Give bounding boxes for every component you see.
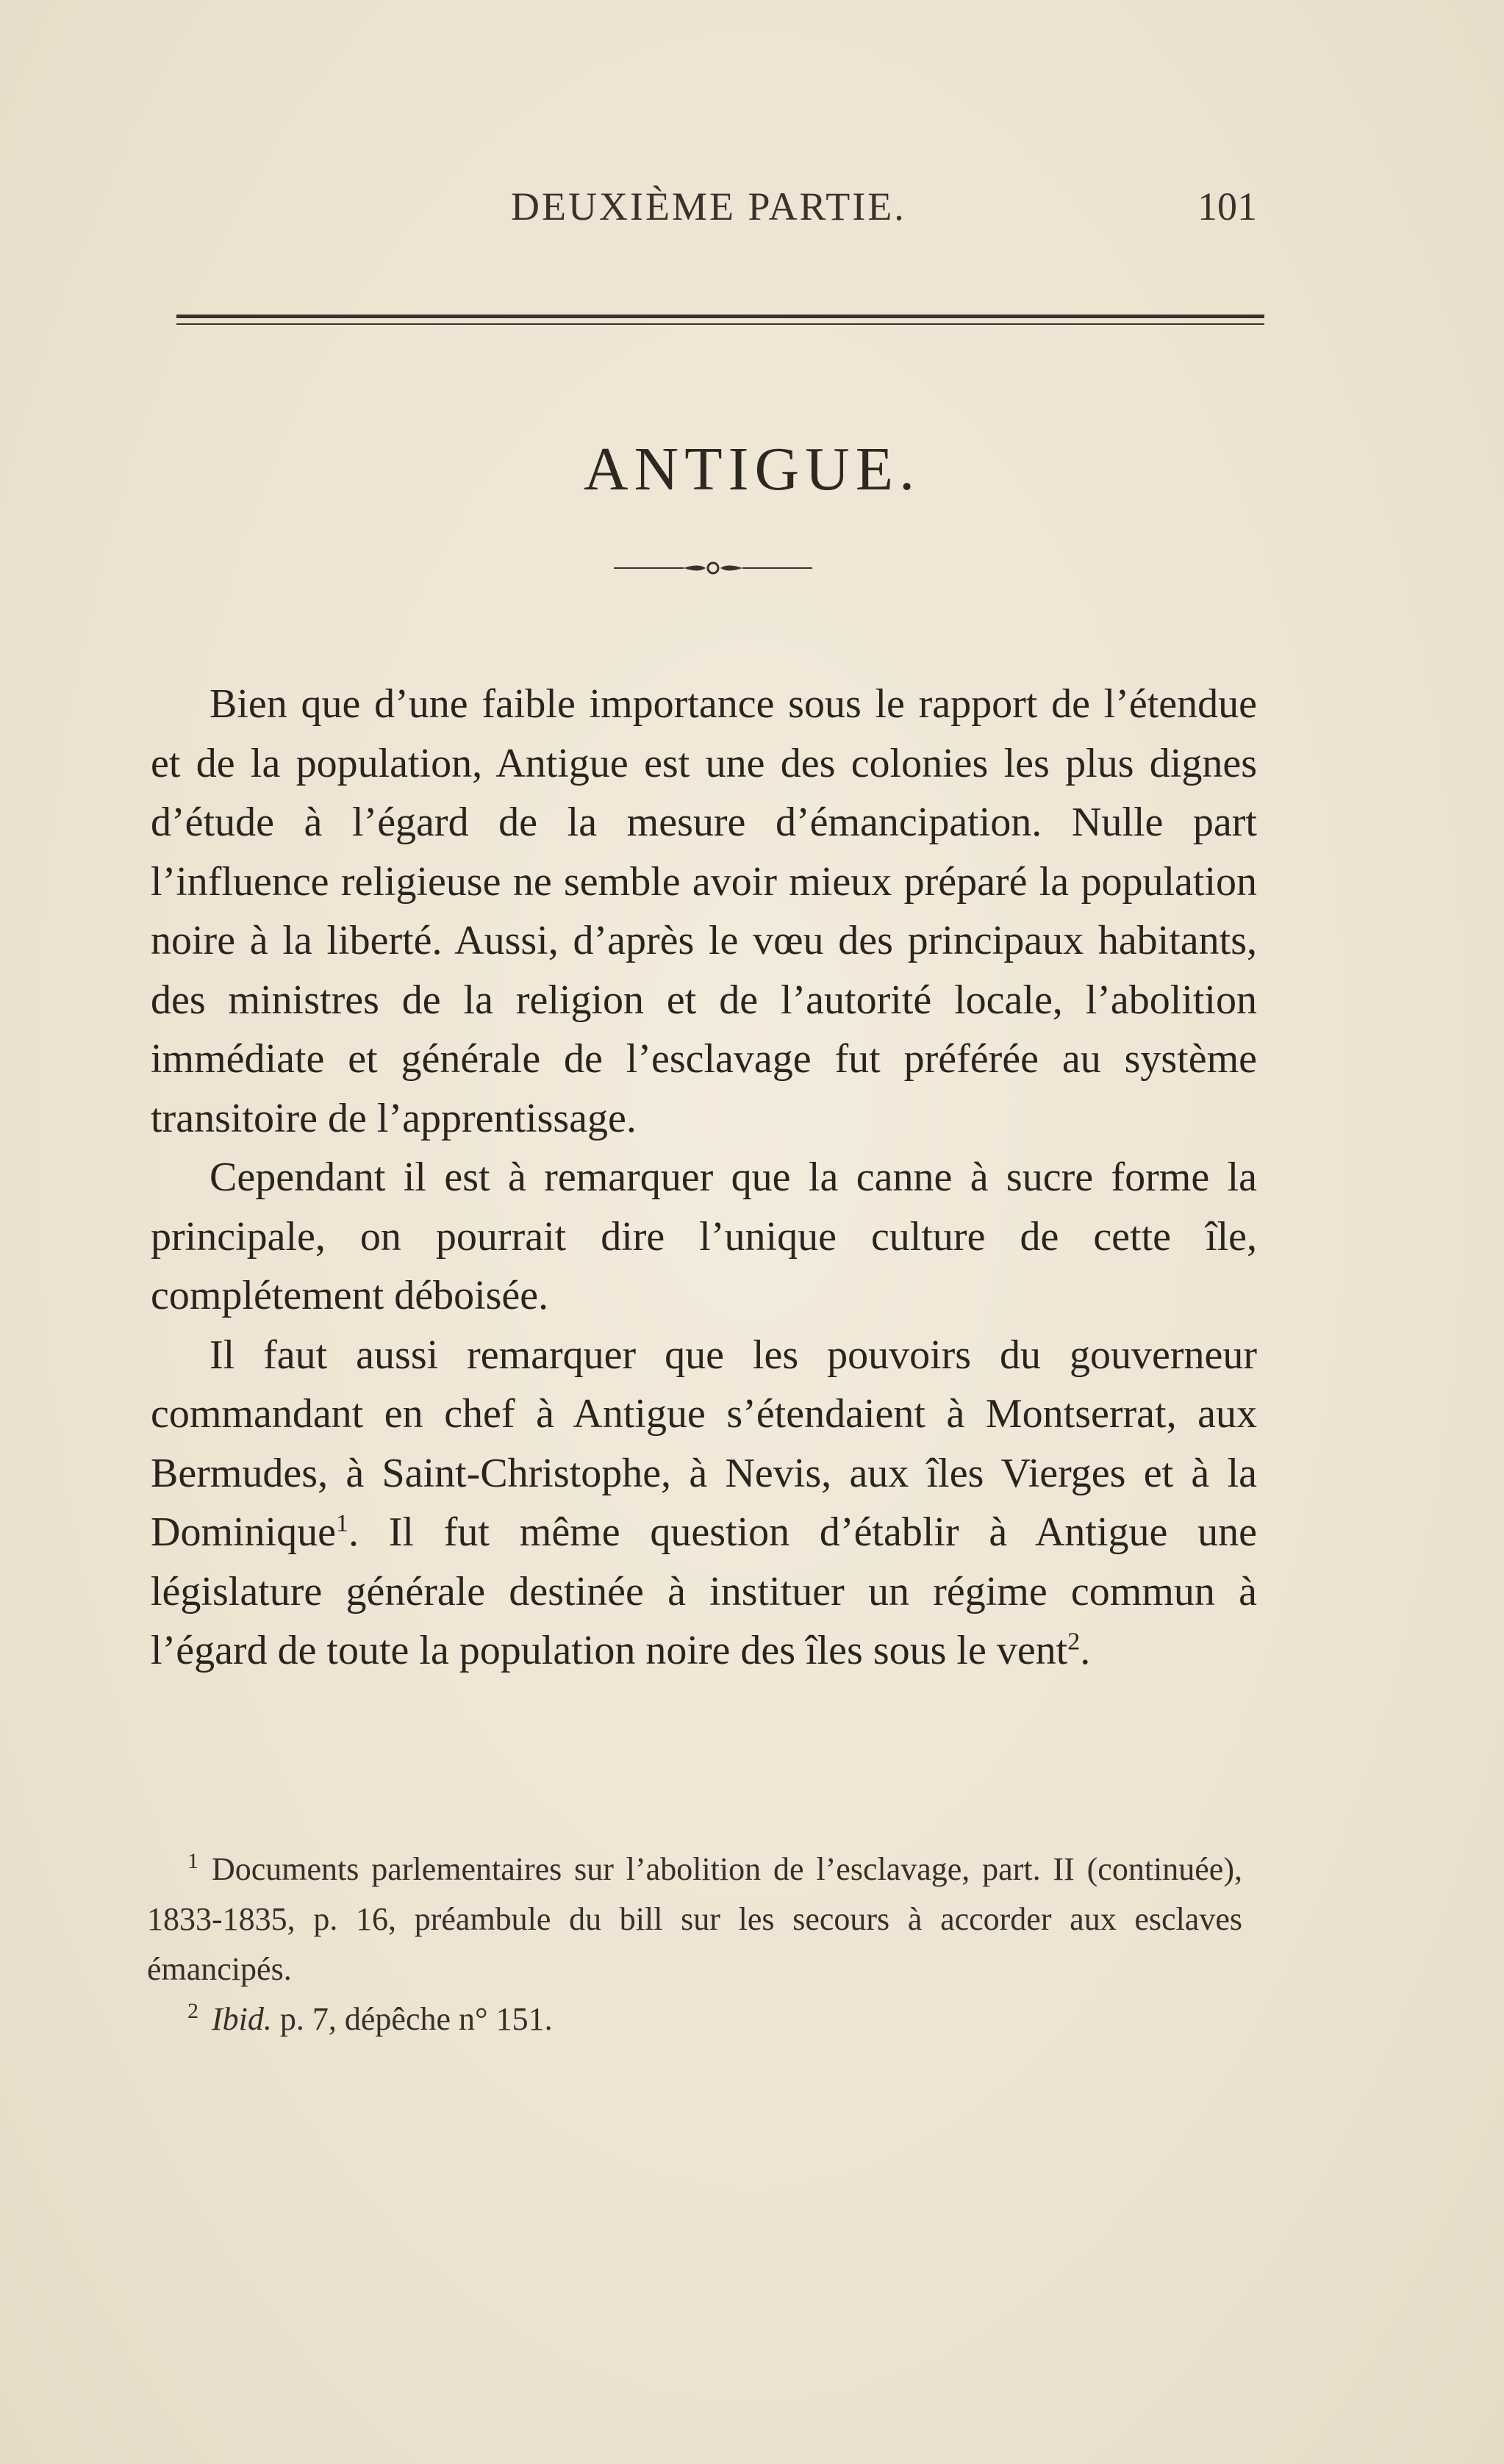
chapter-title: ANTIGUE. bbox=[583, 435, 921, 503]
footnote-1-text: Documents parlementaires sur l’abolition de l’esclavage, part. II (continuée), 1833-1835, p. 16, préambule du bill sur les secours à accorder aux esclaves émancipés. bbox=[147, 1851, 1242, 1987]
main-text bbox=[151, 675, 1257, 1681]
paragraph-3 bbox=[151, 1326, 1257, 1681]
paragraph-3-end: . bbox=[1080, 1628, 1091, 1673]
footnote-2-mark: 2 bbox=[187, 1999, 198, 2024]
paragraph-1: Bien que d’une faible importance sous le rapport de l’étendue et de la population, Antigue est une des colonies les plus dignes d’étude à l’égard de la mesure d’émancipation. Nulle part l’influence religieuse ne semble avoir mieux préparé la population noire à la liberté. Aussi, d’après le vœu des principaux habitants, des ministres de la religion et de l’autorité locale, l’abolition immédiate et générale de l’esclavage fut préférée au système transitoire de l’apprentissage. bbox=[151, 681, 1257, 1141]
footnote-ref-2: 2 bbox=[1067, 1628, 1081, 1656]
footnote-1 bbox=[147, 1845, 1242, 1994]
header-rule-thin bbox=[176, 323, 1264, 325]
header-rule-thick bbox=[176, 315, 1264, 318]
footnotes bbox=[147, 1845, 1242, 2044]
footnote-1-mark: 1 bbox=[187, 1849, 198, 1874]
paragraph-2: Cependant il est à remarquer que la canne à sucre forme la principale, on pourrait dire l’unique culture de cette île, complétement déboisée. bbox=[151, 1154, 1257, 1318]
footnote-2 bbox=[147, 1994, 1242, 2044]
page-number: 101 bbox=[1197, 184, 1257, 229]
running-head: DEUXIÈME PARTIE. bbox=[511, 184, 906, 229]
footnote-2-ibid: Ibid. bbox=[212, 2001, 272, 2037]
ornament-divider bbox=[614, 557, 812, 579]
paragraph-3-part-1: Il faut aussi remarquer que les pouvoirs du gouverneur commandant en chef à Antigue s’étendaient à Montserrat, aux Bermudes, à Saint-Christophe, à Nevis, aux îles Vierges et à la Dominique bbox=[151, 1332, 1257, 1555]
footnote-ref-1: 1 bbox=[335, 1509, 348, 1537]
paragraph-3-part-2: . Il fut même question d’établir à Antigue une législature générale destinée à instituer un régime commun à l’égard de toute la population noire des îles sous le vent bbox=[151, 1509, 1257, 1673]
page-header bbox=[176, 184, 1264, 243]
footnote-2-text: p. 7, dépêche n° 151. bbox=[271, 2001, 553, 2037]
